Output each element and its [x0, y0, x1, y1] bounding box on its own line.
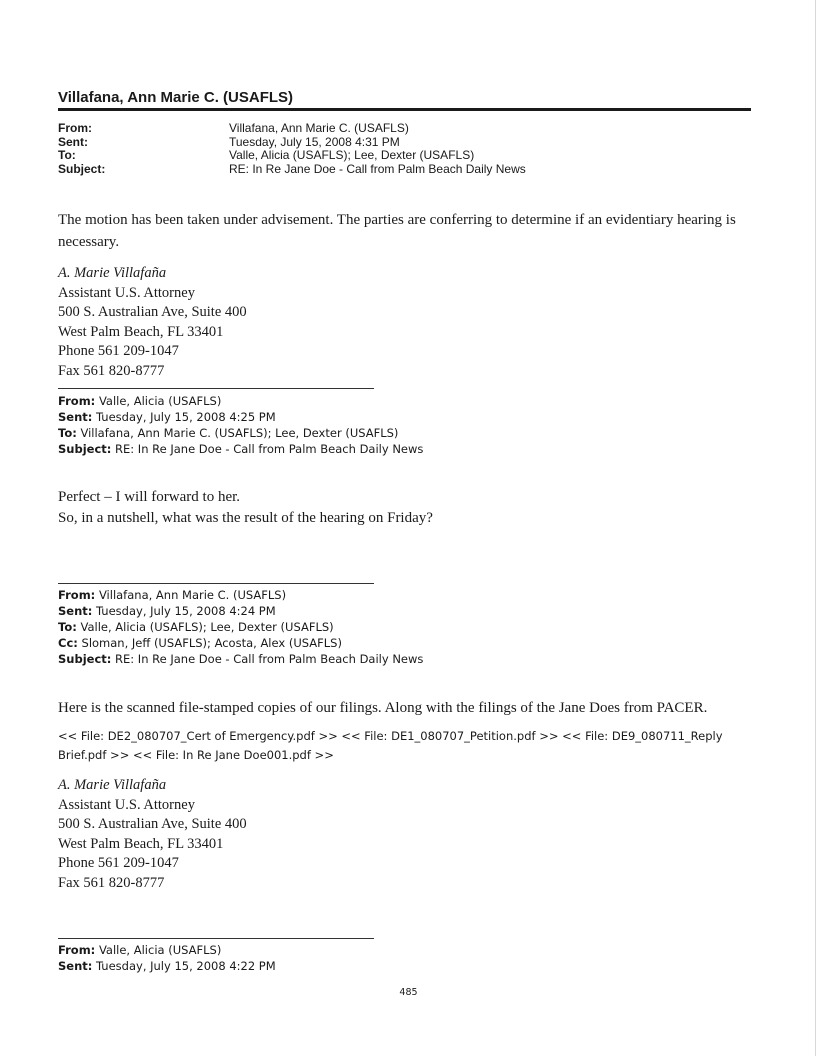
q3-sent: Tuesday, July 15, 2008 4:22 PM	[96, 959, 276, 973]
separator-3	[58, 938, 374, 939]
separator-1	[58, 388, 374, 389]
quoted-header-3	[58, 942, 758, 974]
subject-value: RE: In Re Jane Doe - Call from Palm Beach Daily News	[229, 161, 526, 176]
signature-address2: West Palm Beach, FL 33401	[58, 323, 224, 340]
to-label: To:	[58, 148, 76, 162]
q3-sent-label: Sent:	[58, 959, 93, 973]
q2-subject-label: Subject:	[58, 652, 112, 666]
signature-block-1	[58, 264, 458, 381]
header-from-row	[58, 122, 758, 136]
quoted-body-2: Here is the scanned file-stamped copies of our filings. Along with the filings of the Jane Does from PACER.	[58, 700, 708, 716]
q1-body-line1: Perfect – I will forward to her.	[58, 489, 241, 505]
quoted-body-1	[58, 487, 758, 529]
q2-sent: Tuesday, July 15, 2008 4:24 PM	[96, 604, 276, 618]
signature-address2-2: West Palm Beach, FL 33401	[58, 835, 224, 852]
signature-phone: Phone 561 209-1047	[58, 343, 179, 359]
quoted-header-2	[58, 587, 758, 667]
q2-cc: Sloman, Jeff (USAFLS); Acosta, Alex (USAFLS)	[81, 636, 342, 650]
from-value: Villafana, Ann Marie C. (USAFLS)	[229, 121, 409, 135]
q1-subject: RE: In Re Jane Doe - Call from Palm Beach Daily News	[115, 442, 424, 456]
header-subject-row	[58, 163, 758, 177]
attachments-line2: Brief.pdf >> << File: In Re Jane Doe001.pdf >>	[58, 748, 334, 762]
document-title: Villafana, Ann Marie C. (USAFLS)	[58, 89, 294, 106]
page-number: 485	[399, 987, 418, 998]
page-edge	[815, 0, 816, 1056]
signature-title: Assistant U.S. Attorney	[58, 284, 195, 301]
email-header	[58, 122, 758, 176]
signature-fax: Fax 561 820-8777	[58, 362, 165, 379]
q1-from-label: From:	[58, 394, 96, 408]
q1-sent-label: Sent:	[58, 410, 93, 424]
q3-from: Valle, Alicia (USAFLS)	[98, 943, 222, 957]
signature-name-2: A. Marie Villafaña	[58, 777, 167, 793]
q2-from-label: From:	[58, 588, 96, 602]
signature-fax-2: Fax 561 820-8777	[58, 874, 165, 891]
signature-block-2	[58, 776, 458, 893]
signature-phone-2: Phone 561 209-1047	[58, 855, 179, 871]
to-value: Valle, Alicia (USAFLS); Lee, Dexter (USAFLS)	[229, 148, 475, 162]
signature-title-2: Assistant U.S. Attorney	[58, 796, 195, 813]
signature-address1: 500 S. Australian Ave, Suite 400	[58, 304, 247, 320]
q1-to-label: To:	[58, 426, 77, 440]
q1-subject-label: Subject:	[58, 442, 112, 456]
q2-cc-label: Cc:	[58, 636, 78, 650]
q1-sent: Tuesday, July 15, 2008 4:25 PM	[96, 410, 276, 424]
header-sent-row	[58, 136, 758, 150]
q2-to-label: To:	[58, 620, 77, 634]
q2-from: Villafana, Ann Marie C. (USAFLS)	[98, 588, 287, 602]
q2-sent-label: Sent:	[58, 604, 93, 618]
q1-from: Valle, Alicia (USAFLS)	[98, 394, 222, 408]
sent-label: Sent:	[58, 134, 88, 149]
q1-to: Villafana, Ann Marie C. (USAFLS); Lee, Dexter (USAFLS)	[80, 426, 399, 440]
signature-name: A. Marie Villafaña	[58, 265, 167, 281]
q1-body-line2: So, in a nutshell, what was the result of the hearing on Friday?	[58, 510, 433, 526]
attachments-line1: << File: DE2_080707_Cert of Emergency.pdf >> << File: DE1_080707_Petition.pdf >> << File: DE9_080711_Reply	[58, 729, 723, 743]
q2-subject: RE: In Re Jane Doe - Call from Palm Beach Daily News	[115, 652, 424, 666]
attachments-list	[58, 727, 758, 765]
subject-label: Subject:	[58, 161, 106, 176]
header-to-row	[58, 149, 758, 163]
q2-to: Valle, Alicia (USAFLS); Lee, Dexter (USAFLS)	[80, 620, 334, 634]
message-body: The motion has been taken under advisement. The parties are conferring to determine if an evidentiary hearing is necessary.	[58, 212, 736, 250]
from-label: From:	[58, 121, 92, 135]
quoted-header-1	[58, 393, 758, 457]
q3-from-label: From:	[58, 943, 96, 957]
signature-address1-2: 500 S. Australian Ave, Suite 400	[58, 816, 247, 832]
sent-value: Tuesday, July 15, 2008 4:31 PM	[229, 134, 400, 149]
title-rule	[58, 108, 751, 111]
separator-2	[58, 583, 374, 584]
